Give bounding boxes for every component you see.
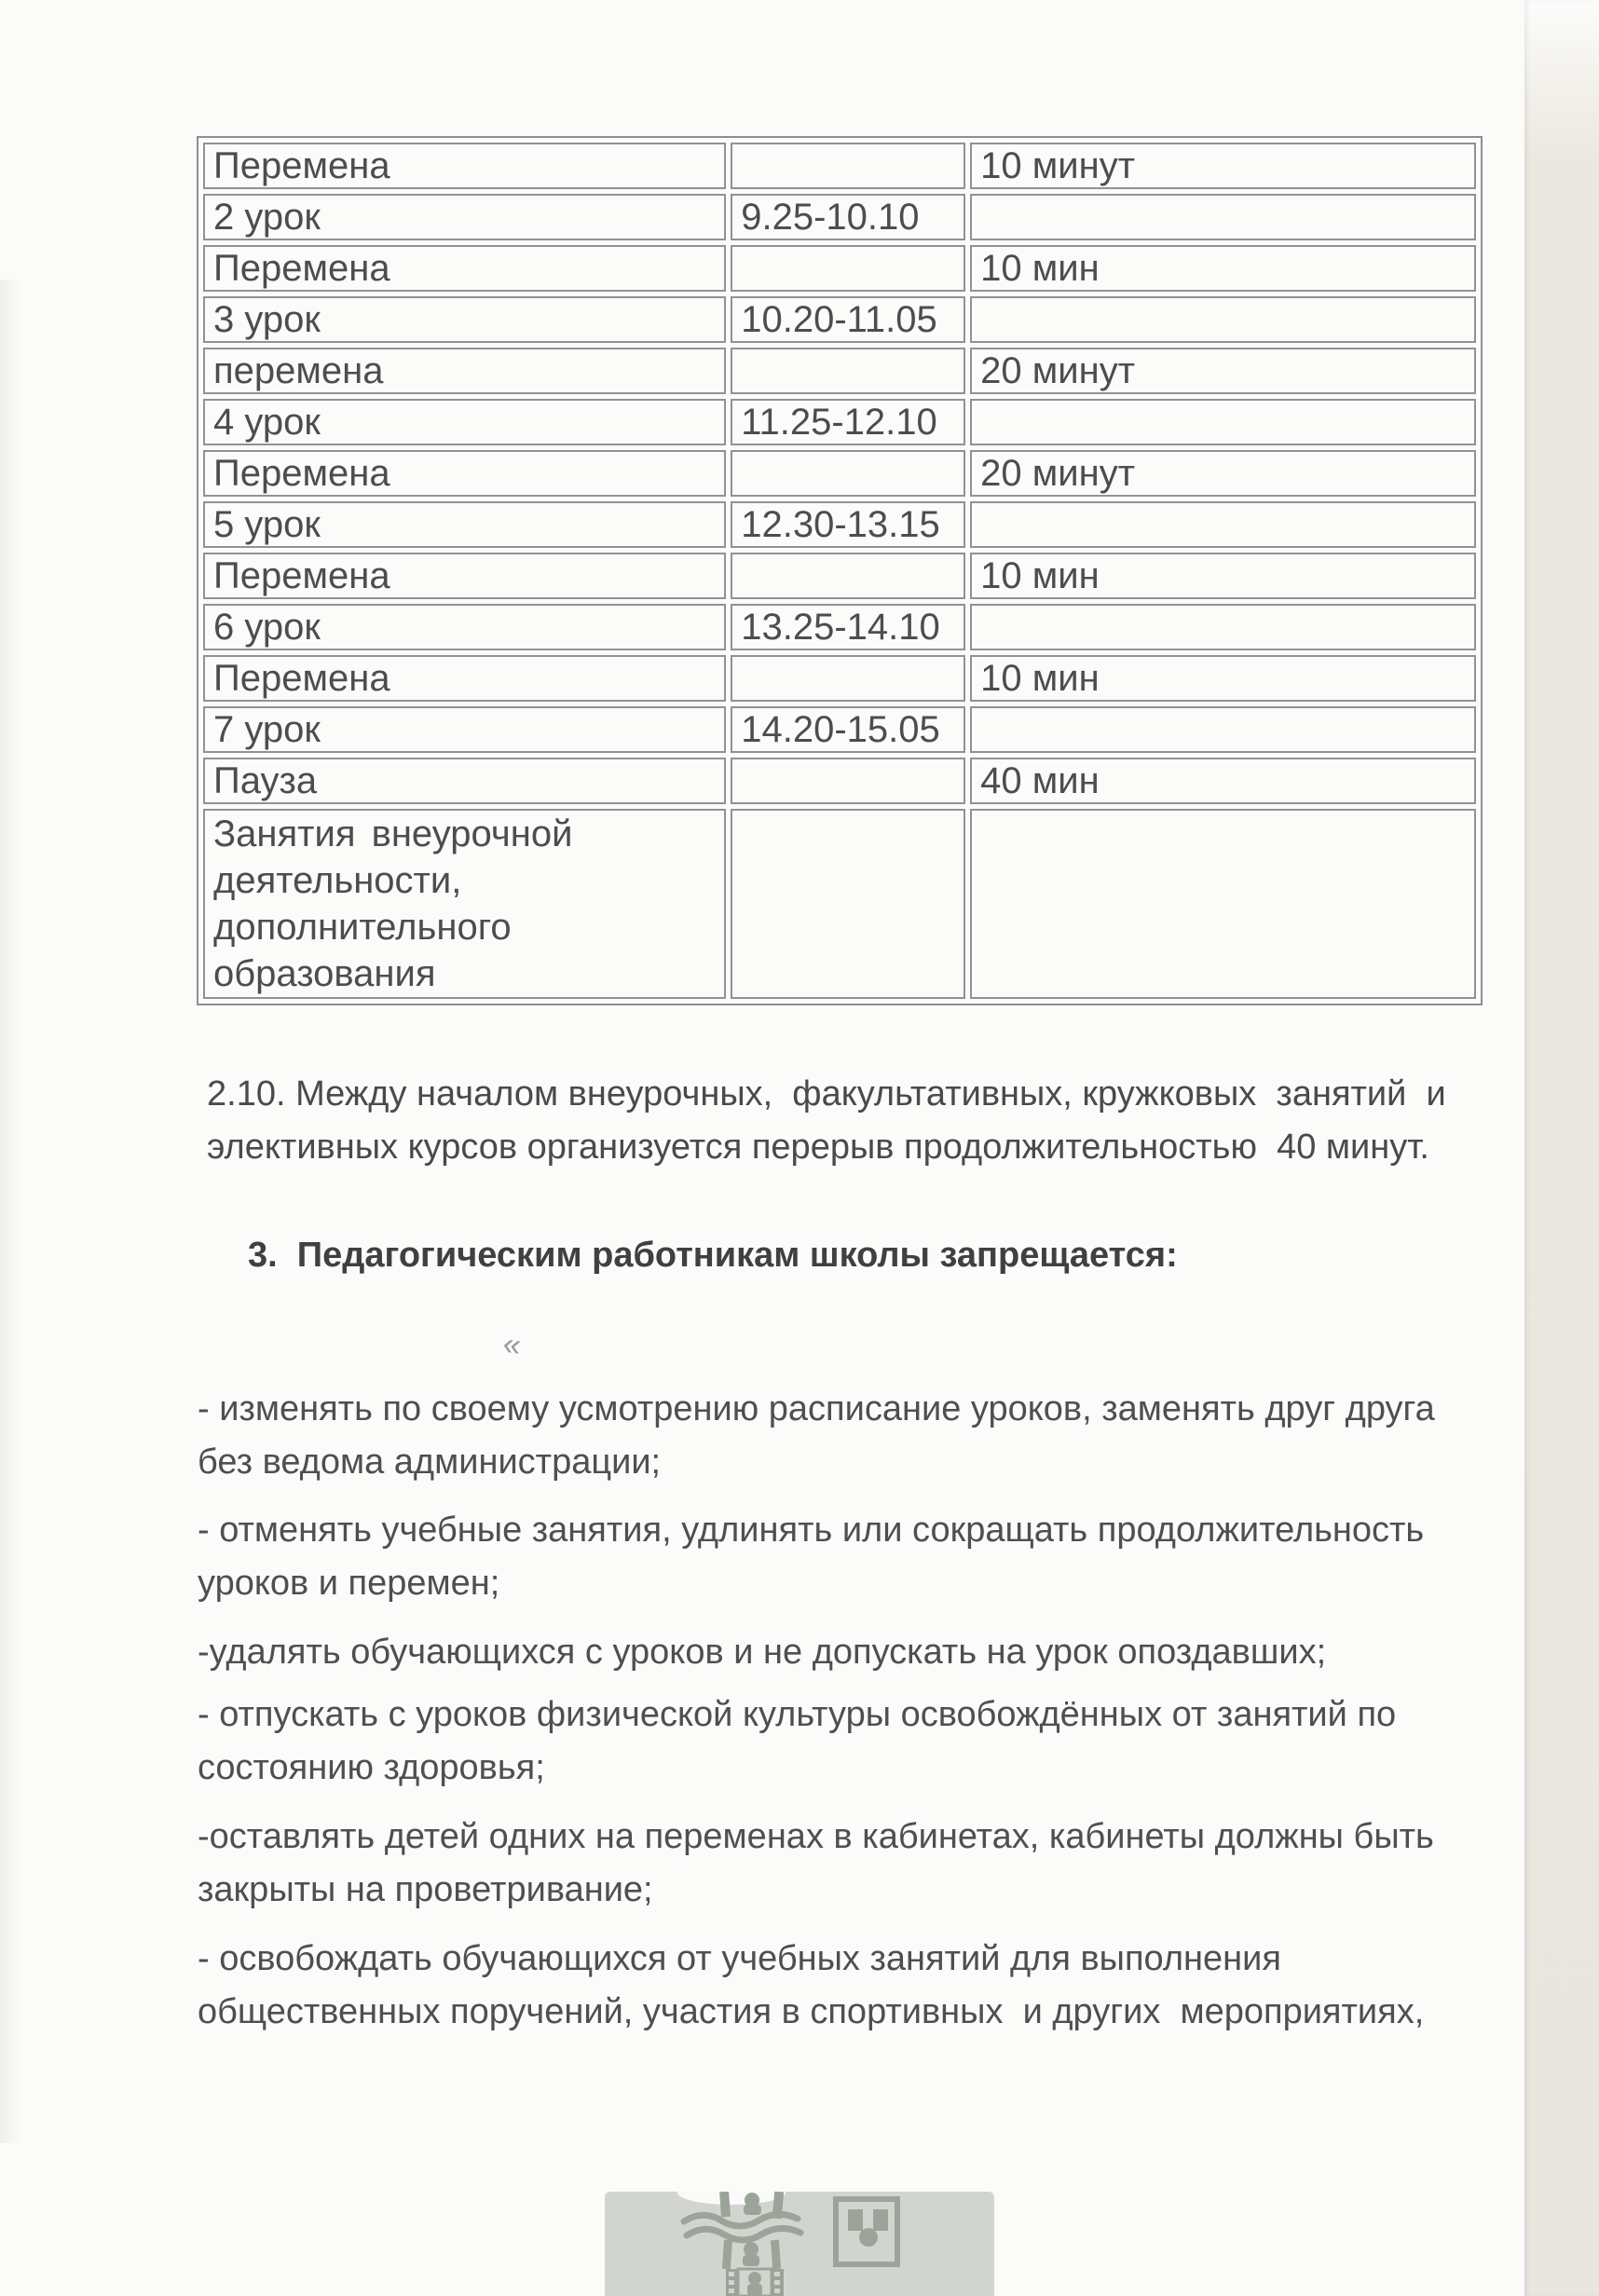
lesson-label-cell: 3 урок — [203, 296, 726, 343]
duration-cell: 40 мин — [970, 758, 1476, 804]
lesson-label-cell: Перемена — [203, 553, 726, 599]
duration-cell: 10 мин — [970, 245, 1476, 292]
section-3-heading: 3. Педагогическим работникам школы запрещается: — [248, 1236, 1178, 1275]
scan-band-graphics — [605, 2192, 994, 2296]
list-item: - отпускать с уроков физической культуры освобождённых от занятий по состоянию здоровья; — [198, 1695, 1406, 1787]
lesson-label-cell: перемена — [203, 348, 726, 394]
list-item: - освобождать обучающихся от учебных занятий для выполнения общественных поручений, участия в спортивных и других мероприятиях, — [198, 1939, 1425, 2031]
list-item: - изменять по своему усмотрению расписание уроков, заменять друг друга без ведома администрации; — [198, 1389, 1445, 1482]
lesson-label-cell: 2 урок — [203, 194, 726, 240]
lesson-label-cell: Перемена — [203, 655, 726, 702]
time-range-cell: 11.25-12.10 — [731, 399, 965, 445]
next-page-scan-band — [605, 2192, 994, 2296]
time-range-cell: 14.20-15.05 — [731, 706, 965, 753]
lesson-label-cell: Пауза — [203, 758, 726, 804]
list-item: - отменять учебные занятия, удлинять или сокращать продолжительность уроков и перемен; — [198, 1510, 1434, 1603]
photo-frame-icon — [836, 2199, 897, 2264]
time-range-cell: 9.25-10.10 — [731, 194, 965, 240]
lesson-label-cell: Перемена — [203, 450, 726, 497]
duration-cell: 10 мин — [970, 553, 1476, 599]
paragraph-2-10: 2.10. Между началом внеурочных, факультативных, кружковых занятий и элективных курсов организуется перерыв продолжительностью 40 минут. — [207, 1074, 1456, 1167]
time-range-cell: 12.30-13.15 — [731, 501, 965, 548]
lesson-label-cell: 4 урок — [203, 399, 726, 445]
list-item: -оставлять детей одних на переменах в кабинетах, кабинеты должны быть закрыты на проветривание; — [198, 1817, 1444, 1909]
scan-white-blob — [677, 2192, 786, 2205]
duration-cell: 10 мин — [970, 655, 1476, 702]
film-strip-icon — [684, 2192, 800, 2296]
duration-cell: 20 минут — [970, 450, 1476, 497]
lesson-label-cell: 7 урок — [203, 706, 726, 753]
scan-artifact-mark: « — [500, 1325, 524, 1364]
lesson-label-cell: Занятия внеурочной деятельности, дополнительного образования — [203, 809, 726, 999]
list-item: -удалять обучающихся с уроков и не допускать на урок опоздавших; — [198, 1633, 1327, 1672]
time-range-cell: 13.25-14.10 — [731, 604, 965, 650]
lesson-label-cell: Перемена — [203, 143, 726, 189]
duration-cell: 20 минут — [970, 348, 1476, 394]
duration-cell: 10 минут — [970, 143, 1476, 189]
lesson-label-cell: 5 урок — [203, 501, 726, 548]
lesson-label-cell: 6 урок — [203, 604, 726, 650]
lesson-label-cell: Перемена — [203, 245, 726, 292]
time-range-cell: 10.20-11.05 — [731, 296, 965, 343]
